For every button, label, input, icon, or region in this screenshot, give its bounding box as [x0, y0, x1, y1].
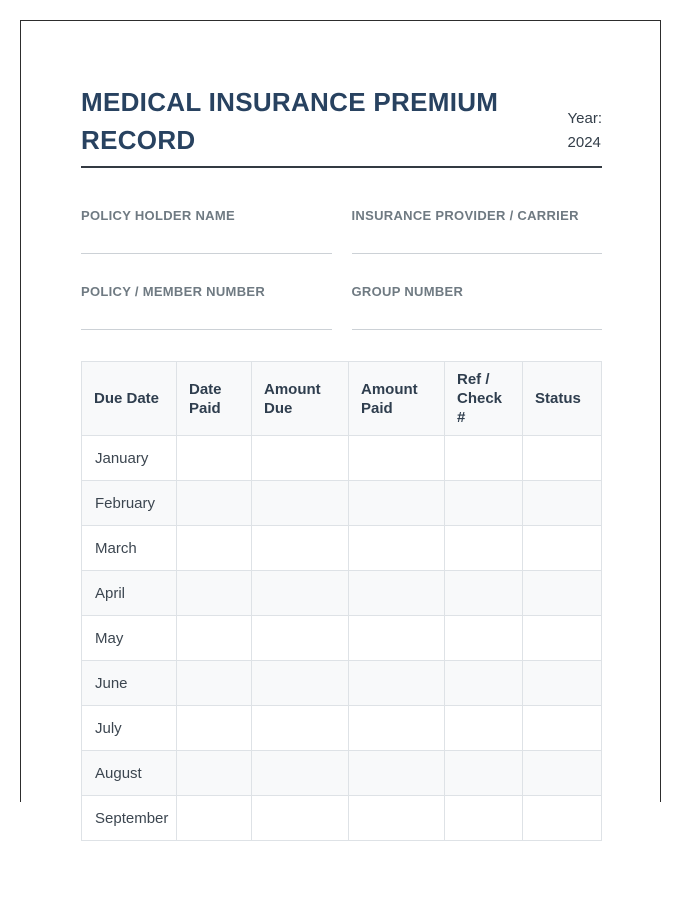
date-paid-cell[interactable]: [177, 571, 252, 616]
status-cell[interactable]: [523, 661, 602, 706]
table-row-july: [82, 706, 602, 751]
insurance-provider-label: INSURANCE PROVIDER / CARRIER: [351, 208, 579, 223]
column-header-date-paid: Date Paid: [177, 362, 252, 436]
table-body: [82, 436, 602, 841]
ref-check-cell[interactable]: [445, 616, 523, 661]
document-page: [20, 20, 661, 827]
amount-due-cell[interactable]: [252, 616, 349, 661]
amount-paid-cell[interactable]: [349, 706, 445, 751]
amount-due-cell[interactable]: [252, 661, 349, 706]
month-label: June: [82, 661, 177, 706]
ref-check-cell[interactable]: [445, 796, 523, 841]
group-number-label: GROUP NUMBER: [351, 284, 464, 299]
status-cell[interactable]: [523, 616, 602, 661]
column-header-amount-due: Amount Due: [252, 362, 349, 436]
date-paid-cell[interactable]: [177, 661, 252, 706]
table-row-june: [82, 661, 602, 706]
month-label: January: [82, 436, 177, 481]
field-policy-member-number: [81, 284, 332, 330]
date-paid-cell[interactable]: [177, 481, 252, 526]
amount-paid-cell[interactable]: [349, 616, 445, 661]
amount-due-cell[interactable]: [252, 526, 349, 571]
amount-paid-cell[interactable]: [349, 661, 445, 706]
month-label: July: [82, 706, 177, 751]
table-row-august: [82, 751, 602, 796]
table-row-april: [82, 571, 602, 616]
month-label: August: [82, 751, 177, 796]
column-header-ref-check: Ref / Check #: [445, 362, 523, 436]
insurance-provider-input[interactable]: [352, 224, 603, 254]
amount-due-cell[interactable]: [252, 571, 349, 616]
policy-member-number-input[interactable]: [81, 300, 332, 330]
date-paid-cell[interactable]: [177, 706, 252, 751]
ref-check-cell[interactable]: [445, 526, 523, 571]
policy-member-number-label: POLICY / MEMBER NUMBER: [81, 284, 266, 299]
column-header-amount-paid: Amount Paid: [349, 362, 445, 436]
field-insurance-provider: [352, 208, 603, 254]
table-row-september: [82, 796, 602, 841]
date-paid-cell[interactable]: [177, 616, 252, 661]
amount-due-cell[interactable]: [252, 706, 349, 751]
page-title: MEDICAL INSURANCE PREMIUM RECORD: [81, 87, 499, 155]
amount-paid-cell[interactable]: [349, 436, 445, 481]
ref-check-cell[interactable]: [445, 706, 523, 751]
field-policy-holder-name: [81, 208, 332, 254]
date-paid-cell[interactable]: [177, 796, 252, 841]
amount-due-cell[interactable]: [252, 481, 349, 526]
group-number-input[interactable]: [352, 300, 603, 330]
amount-paid-cell[interactable]: [349, 571, 445, 616]
year-label: Year:: [567, 110, 602, 127]
table-row-march: [82, 526, 602, 571]
date-paid-cell[interactable]: [177, 751, 252, 796]
date-paid-cell[interactable]: [177, 436, 252, 481]
ref-check-cell[interactable]: [445, 481, 523, 526]
table-row-may: [82, 616, 602, 661]
policy-holder-name-label: POLICY HOLDER NAME: [81, 208, 235, 223]
status-cell[interactable]: [523, 751, 602, 796]
month-label: May: [82, 616, 177, 661]
status-cell[interactable]: [523, 526, 602, 571]
amount-paid-cell[interactable]: [349, 481, 445, 526]
month-label: March: [82, 526, 177, 571]
year-block: [568, 107, 602, 155]
table-header-row: [82, 362, 602, 436]
amount-due-cell[interactable]: [252, 436, 349, 481]
field-group-number: [352, 284, 603, 330]
month-label: February: [82, 481, 177, 526]
amount-paid-cell[interactable]: [349, 796, 445, 841]
ref-check-cell[interactable]: [445, 571, 523, 616]
column-header-due-date: Due Date: [82, 362, 177, 436]
status-cell[interactable]: [523, 571, 602, 616]
table-row-february: [82, 481, 602, 526]
amount-due-cell[interactable]: [252, 796, 349, 841]
document-header: [81, 83, 602, 159]
date-paid-cell[interactable]: [177, 526, 252, 571]
column-header-status: Status: [523, 362, 602, 436]
status-cell[interactable]: [523, 436, 602, 481]
amount-due-cell[interactable]: [252, 751, 349, 796]
ref-check-cell[interactable]: [445, 751, 523, 796]
policy-holder-name-input[interactable]: [81, 224, 332, 254]
status-cell[interactable]: [523, 796, 602, 841]
ref-check-cell[interactable]: [445, 661, 523, 706]
month-label: September: [82, 796, 177, 841]
premium-record-table: [81, 361, 602, 841]
year-value-field[interactable]: 2024: [567, 134, 601, 151]
ref-check-cell[interactable]: [445, 436, 523, 481]
form-fields: [81, 168, 602, 330]
amount-paid-cell[interactable]: [349, 751, 445, 796]
status-cell[interactable]: [523, 706, 602, 751]
table-header: [82, 362, 602, 436]
table-row-january: [82, 436, 602, 481]
amount-paid-cell[interactable]: [349, 526, 445, 571]
month-label: April: [82, 571, 177, 616]
status-cell[interactable]: [523, 481, 602, 526]
